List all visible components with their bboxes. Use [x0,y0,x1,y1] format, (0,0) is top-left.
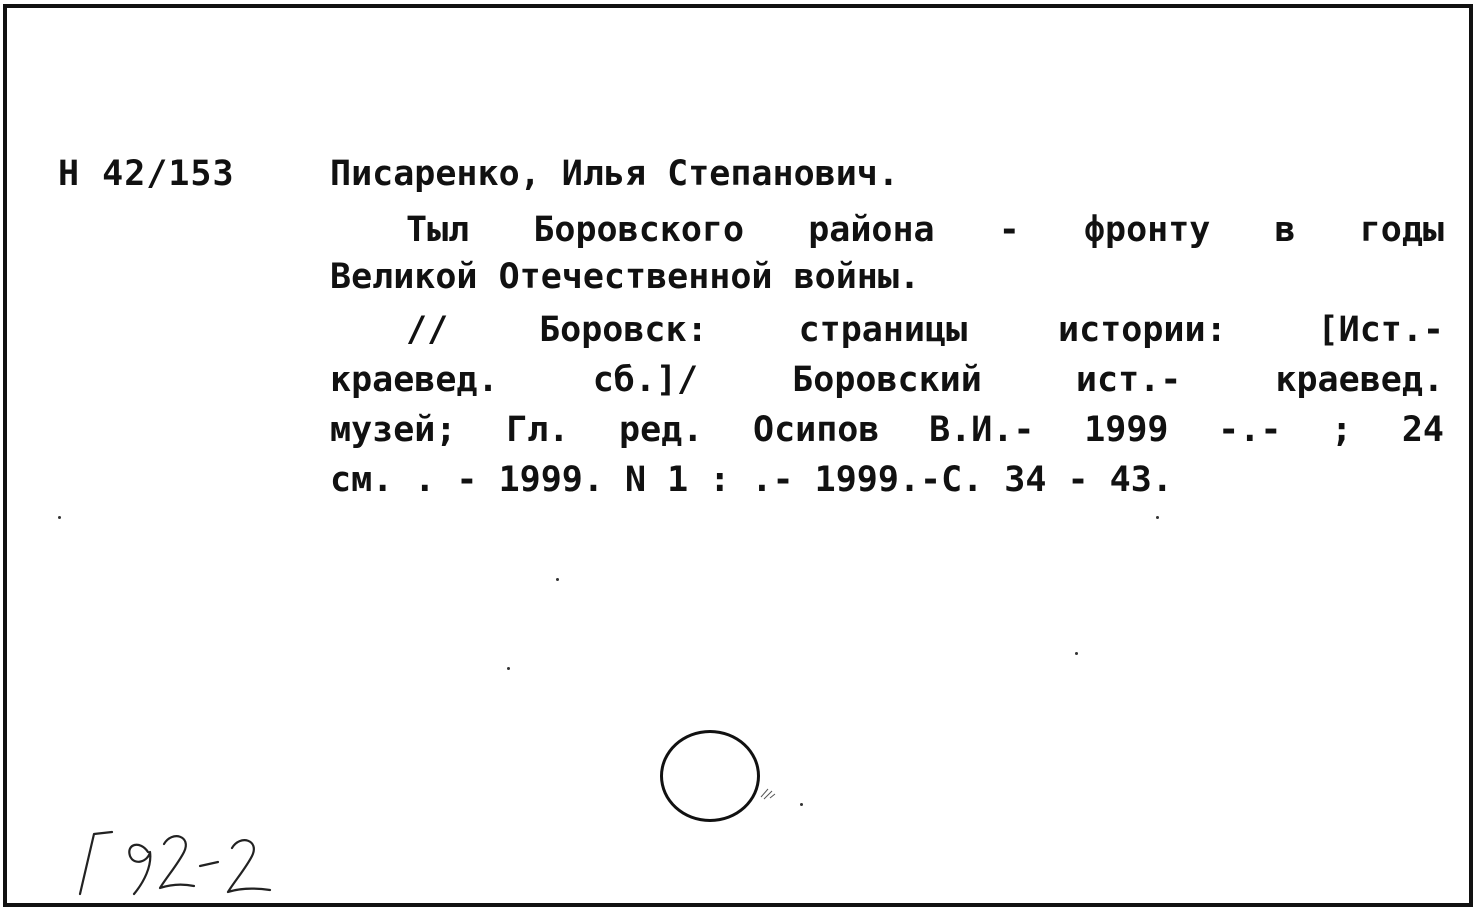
ink-speck [58,516,61,519]
source-line-3: музей; Гл. ред. Осипов В.И.- 1999 -.- ; 24 [330,410,1444,450]
ink-speck [1156,516,1159,519]
shelfmark: Н 42/153 [58,154,235,194]
ink-speck [556,578,559,581]
handwritten-note [60,822,290,902]
ink-speck [1075,652,1078,655]
ink-speck [800,803,803,806]
title-line-1: Тыл Боровского района - фронту в годы [406,210,1444,250]
punch-hole-tear-mark [760,785,778,801]
source-line-1: // Боровск: страницы истории: [Ист.- [406,310,1444,350]
title-line-2: Великой Отечественной войны. [330,257,921,297]
source-line-2: краевед. сб.]/ Боровский ист.- краевед. [330,360,1444,400]
ink-speck [507,667,510,670]
punch-hole [660,730,760,822]
source-line-4: см. . - 1999. N 1 : .- 1999.-С. 34 - 43. [330,460,1173,500]
author-line: Писаренко, Илья Степанович. [330,154,899,194]
